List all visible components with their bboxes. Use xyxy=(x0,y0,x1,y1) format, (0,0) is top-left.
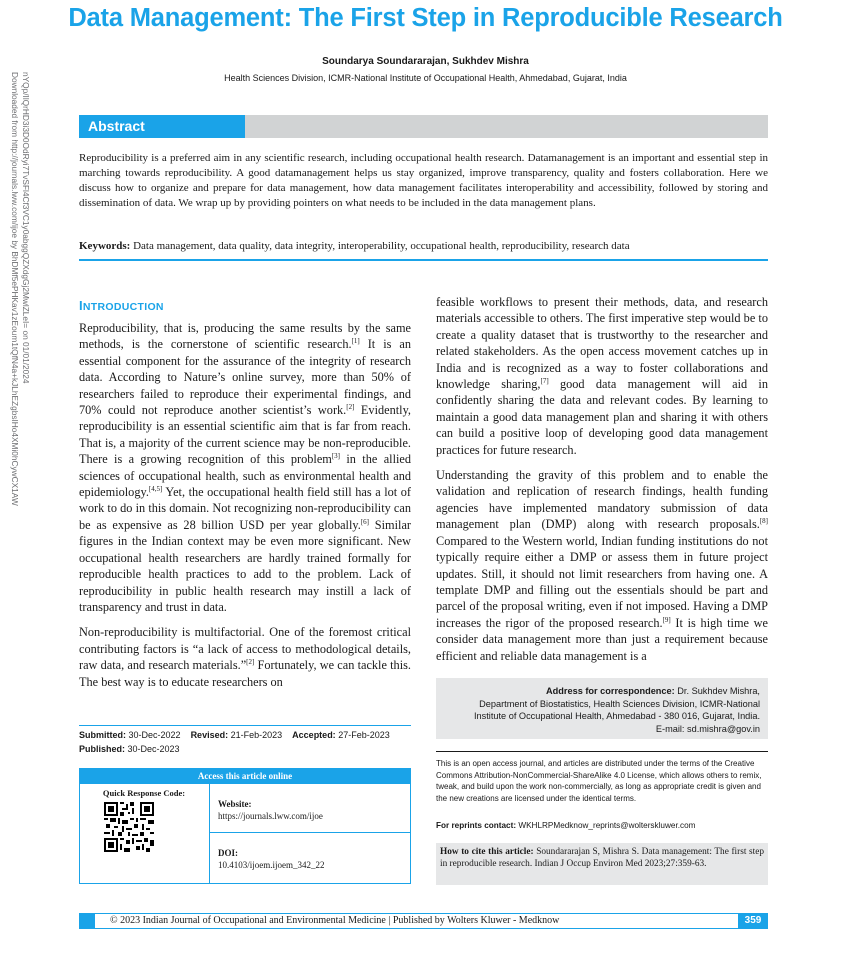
citation-text: Soundararajan S, Mishra S. Data management: The first step in reproducible research. Indian J Occup Environ Med 2023;27:359-63. xyxy=(440,847,765,870)
website-link[interactable]: https://journals.lww.com/ijoe xyxy=(218,811,323,821)
download-notice xyxy=(8,72,31,632)
reprints-contact xyxy=(436,821,768,830)
doi-label: DOI: xyxy=(218,848,238,858)
correspondence-address xyxy=(436,685,760,735)
paragraph: feasible workflows to present their methods, data, and research materials accessible to others. The first imperative step would be to create a quality dataset that is trustworthy to the researcher and related stakeholders. As the open access movement catches up in India and is recognized as a way to foster collaborations and knowledge sharing,[7] good data management will aid in confidently sharing the data and relevant codes. By learning to maintain a good data management plan and sharing it with others can build a positive loop of developing good data management practices for future research. xyxy=(436,295,768,457)
dates-divider xyxy=(79,725,411,726)
keywords-value: Data management, data quality, data integrity, interoperability, occupational health, reproducibility, research data xyxy=(133,240,630,252)
abstract-text: Reproducibility is a preferred aim in any scientific research, including occupational health research. Datamanagement is an important and essential step in marching towards reproducibility. A good datamanagement helps us stay organized, improve transparency, quality and fosters collaboration. Here we discuss how to organize and prepare for data management, how data management facilitates interoperability and accessibility, followed by storing and dissemination of data. We wrap up by providing pointers on what needs to be included in the data management plans. xyxy=(79,152,768,209)
download-notice-svg xyxy=(8,72,38,632)
paragraph: Reproducibility, that is, producing the same results by the same methods, is the cornerstone of scientific research.[1] It is an essential component for the assurance of the integrity of research data. According to Nature’s online survey, more than 50% of researchers failed to reproduce their experimental findings, and 70% could not reproduce another scientist’s work.[2] Evidently, reproducibility is an essential scientific aim that is far from reach. That is, a majority of the current science may be non-reproducible. There is a growing recognition of this problem[3] in the allied sciences of occupational health, such as environmental health and epidemiology.[4,5] Yet, the occupational health field still has a lot of work to do in this domain. Not recognizing non-reproducibility can be as expensive as 28 billion USD per year globally.[6] Similar figures in the Indian context may be even more significant. New occupational health researchers are hardly trained formally for reproducible health practices to add to the problem. Lack of reproducibility in public health research may instill a lack of transparency and trust in data. xyxy=(79,321,412,614)
citation-ref[interactable]: [1] xyxy=(351,337,360,346)
accepted-date: 27-Feb-2023 xyxy=(338,730,390,740)
published-date: 30-Dec-2023 xyxy=(127,744,180,754)
license-notice: This is an open access journal, and articles are distributed under the terms of the Creative Commons Attribution-NonCommercial-ShareAlike 4.0 License, which allows others to remix, tweak, and build upon the work non-commercially, as long as appropriate credit is given and the new creations are licensed under the identical terms. xyxy=(436,759,762,803)
qr-code[interactable] xyxy=(104,802,154,852)
correspondence-line: Institute of Occupational Health, Ahmedabad - 380 016, Gujarat, India. xyxy=(473,711,760,722)
qr-code-icon xyxy=(104,802,154,852)
submitted-label: Submitted: xyxy=(79,730,126,740)
revised-label: Revised: xyxy=(190,730,229,740)
access-divider xyxy=(209,832,411,833)
license-divider xyxy=(436,751,768,752)
left-column xyxy=(79,320,411,699)
citation-ref[interactable]: [3] xyxy=(331,452,341,461)
citation-ref[interactable]: [8] xyxy=(759,517,768,526)
paragraph: Understanding the gravity of this problem and to enable the validation and replication of research findings, health funding agencies have implemented mandatory submission of data management plan (DMP) along with research proposals.[8] Compared to the Western world, Indian funding institutions do not typically require either a DMP or assess them in future project updates. Still, it should not limit researchers from having one. A template DMP and filling out the essentials should be part and parcel of the proposal writing, even if not imposed. Having a DMP increases the rigor of the proposed research.[9] It is high time we consider data management more than just a requirement because efficient and reliable data management is a xyxy=(436,468,768,663)
reprints-label: For reprints contact: xyxy=(436,821,517,830)
qr-label: Quick Response Code: xyxy=(102,788,186,798)
section-heading-introduction xyxy=(79,298,164,313)
correspondence-label: Address for correspondence: xyxy=(546,686,675,696)
access-divider xyxy=(209,784,210,884)
heading-rest: NTRODUCTION xyxy=(82,301,164,313)
download-notice-line2: nYQp/IlQrHD3i3D0OdRyi7TvSFl4Cf3VC1y0abggQZXdgGj2MwlZLeI= on 01/01/2024 xyxy=(21,72,31,384)
citation-ref[interactable]: [4,5] xyxy=(148,484,163,493)
affiliation: Health Sciences Division, ICMR-National Institute of Occupational Health, Ahmedabad, Gujarat, India xyxy=(224,73,627,83)
citation-ref[interactable]: [7] xyxy=(540,376,549,385)
citation-ref[interactable]: [9] xyxy=(662,615,671,624)
citation xyxy=(440,846,764,870)
correspondence-email[interactable]: E-mail: sd.mishra@gov.in xyxy=(655,723,760,734)
doi-link[interactable]: 10.4103/ijoem.ijoem_342_22 xyxy=(218,860,325,870)
footer-copyright: © 2023 Indian Journal of Occupational and Environmental Medicine | Published by Wolters Kluwer - Medknow xyxy=(110,915,560,926)
citation-ref[interactable]: [6] xyxy=(360,517,369,526)
abstract-divider xyxy=(79,259,768,261)
citation-ref[interactable]: [2] xyxy=(346,402,355,411)
accepted-label: Accepted: xyxy=(292,730,336,740)
citation-label: How to cite this article: xyxy=(440,847,534,857)
article-dates xyxy=(79,728,419,756)
keywords-label: Keywords: xyxy=(79,240,131,252)
author-list: Soundarya Soundararajan, Sukhdev Mishra xyxy=(322,56,529,67)
abstract-heading: Abstract xyxy=(79,115,245,138)
footer-accent xyxy=(79,913,95,929)
citation-ref[interactable]: [2] xyxy=(246,658,255,667)
correspondence-name: Dr. Sukhdev Mishra, xyxy=(674,686,760,696)
published-label: Published: xyxy=(79,744,126,754)
submitted-date: 30-Dec-2022 xyxy=(128,730,181,740)
correspondence-line: Department of Biostatistics, Health Sciences Division, ICMR-National xyxy=(479,698,760,709)
reprints-email[interactable]: WKHLRPMedknow_reprints@wolterskluwer.com xyxy=(516,821,696,830)
website-label: Website: xyxy=(218,799,252,809)
heading-initial: I xyxy=(79,298,83,313)
paragraph: Non-reproducibility is multifactorial. One of the foremost critical contributing factors is “a lack of access to methodological details, raw data, and research materials.”[2] Fortunately, we can tackle this. The best way is to educate researchers on xyxy=(79,625,411,689)
article-title: Data Management: The First Step in Reproducible Research xyxy=(68,4,783,32)
download-notice-line1: Downloaded from http://journals.lww.com/ijoe by BhDMf5ePHKav1zEoum1tQfN4a+kJLhEZgbsIHo4XMi0hCywCX1AW xyxy=(10,72,20,506)
revised-date: 21-Feb-2023 xyxy=(230,730,283,740)
right-column xyxy=(436,294,768,673)
keywords xyxy=(79,239,768,254)
access-heading: Access this article online xyxy=(79,768,411,784)
page-number: 359 xyxy=(738,913,768,929)
